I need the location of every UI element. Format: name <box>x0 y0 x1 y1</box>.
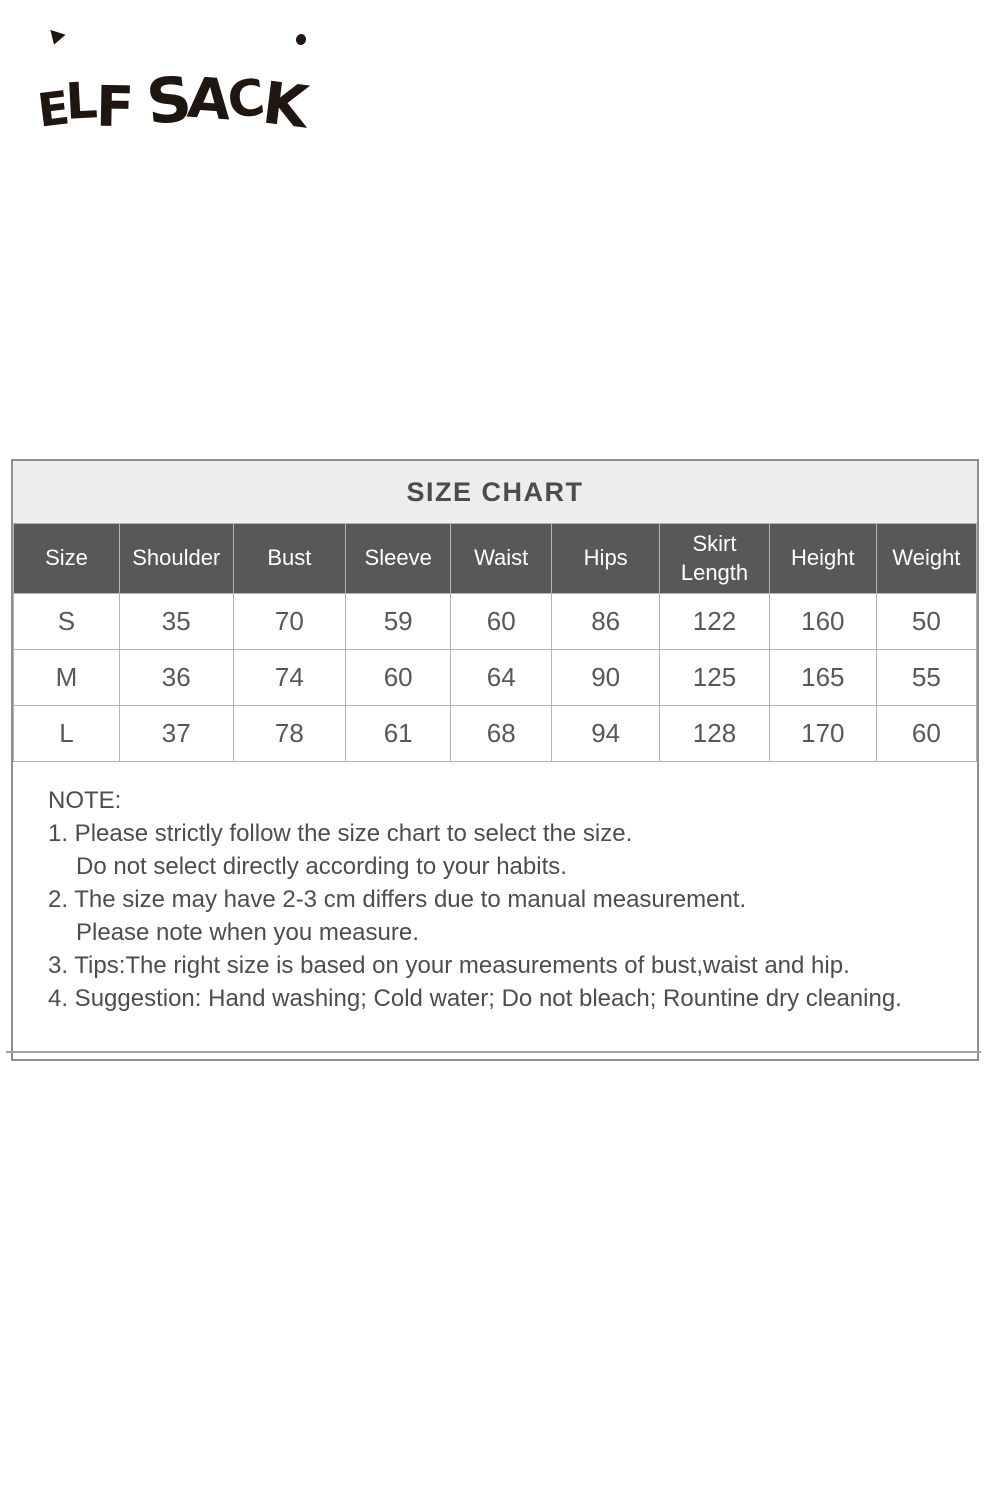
value-cell: 61 <box>346 706 451 762</box>
table-row-s <box>14 594 977 650</box>
value-cell: 160 <box>769 594 876 650</box>
logo-letter: E <box>34 80 73 138</box>
value-cell: 94 <box>552 706 660 762</box>
value-cell: 128 <box>660 706 770 762</box>
value-cell: 70 <box>233 594 346 650</box>
logo-letter: F <box>95 74 136 141</box>
value-cell: 74 <box>233 650 346 706</box>
column-header-height: Height <box>769 524 876 594</box>
note-line: 3. Tips:The right size is based on your measurements of bust,waist and hip. <box>48 952 850 979</box>
note-line: Do not select directly according to your habits. <box>76 853 567 880</box>
logo-letter: A <box>185 65 234 134</box>
header-row <box>14 524 977 594</box>
value-cell: 78 <box>233 706 346 762</box>
bottom-divider <box>6 1051 981 1053</box>
size-cell: S <box>14 594 120 650</box>
note-line: 1. Please strictly follow the size chart to select the size. <box>48 820 633 847</box>
value-cell: 68 <box>451 706 552 762</box>
value-cell: 64 <box>451 650 552 706</box>
value-cell: 122 <box>660 594 770 650</box>
note-line: Please note when you measure. <box>76 919 419 946</box>
column-header-shoulder: Shoulder <box>119 524 233 594</box>
value-cell: 165 <box>769 650 876 706</box>
logo-letter: C <box>223 68 268 131</box>
value-cell: 36 <box>119 650 233 706</box>
note-line: 2. The size may have 2-3 cm differs due to manual measurement. <box>48 886 747 913</box>
value-cell: 37 <box>119 706 233 762</box>
column-header-size: Size <box>14 524 120 594</box>
value-cell: 90 <box>552 650 660 706</box>
column-header-hips: Hips <box>552 524 660 594</box>
column-header-weight: Weight <box>876 524 976 594</box>
column-header-bust: Bust <box>233 524 346 594</box>
logo-letter: L <box>64 71 100 131</box>
value-cell: 59 <box>346 594 451 650</box>
notes-section <box>13 762 977 1059</box>
column-header-waist: Waist <box>451 524 552 594</box>
logo-letter: S <box>142 61 195 140</box>
brand-logo <box>34 42 313 142</box>
value-cell: 60 <box>876 706 976 762</box>
logo-dot-icon <box>295 33 307 46</box>
value-cell: 55 <box>876 650 976 706</box>
column-header-skirt-length: Skirt Length <box>660 524 770 594</box>
table-row-l <box>14 706 977 762</box>
value-cell: 60 <box>451 594 552 650</box>
logo-letter: K <box>259 68 313 142</box>
table-row-m <box>14 650 977 706</box>
value-cell: 60 <box>346 650 451 706</box>
value-cell: 35 <box>119 594 233 650</box>
size-cell: L <box>14 706 120 762</box>
value-cell: 86 <box>552 594 660 650</box>
size-chart-table <box>13 523 977 762</box>
note-heading: NOTE: <box>48 787 122 814</box>
size-cell: M <box>14 650 120 706</box>
size-chart-title: SIZE CHART <box>13 461 977 523</box>
value-cell: 125 <box>660 650 770 706</box>
value-cell: 50 <box>876 594 976 650</box>
value-cell: 170 <box>769 706 876 762</box>
size-chart-section <box>11 459 979 1061</box>
note-line: 4. Suggestion: Hand washing; Cold water; Do not bleach; Rountine dry cleaning. <box>48 985 902 1012</box>
logo-accent-icon <box>46 30 65 47</box>
column-header-sleeve: Sleeve <box>346 524 451 594</box>
